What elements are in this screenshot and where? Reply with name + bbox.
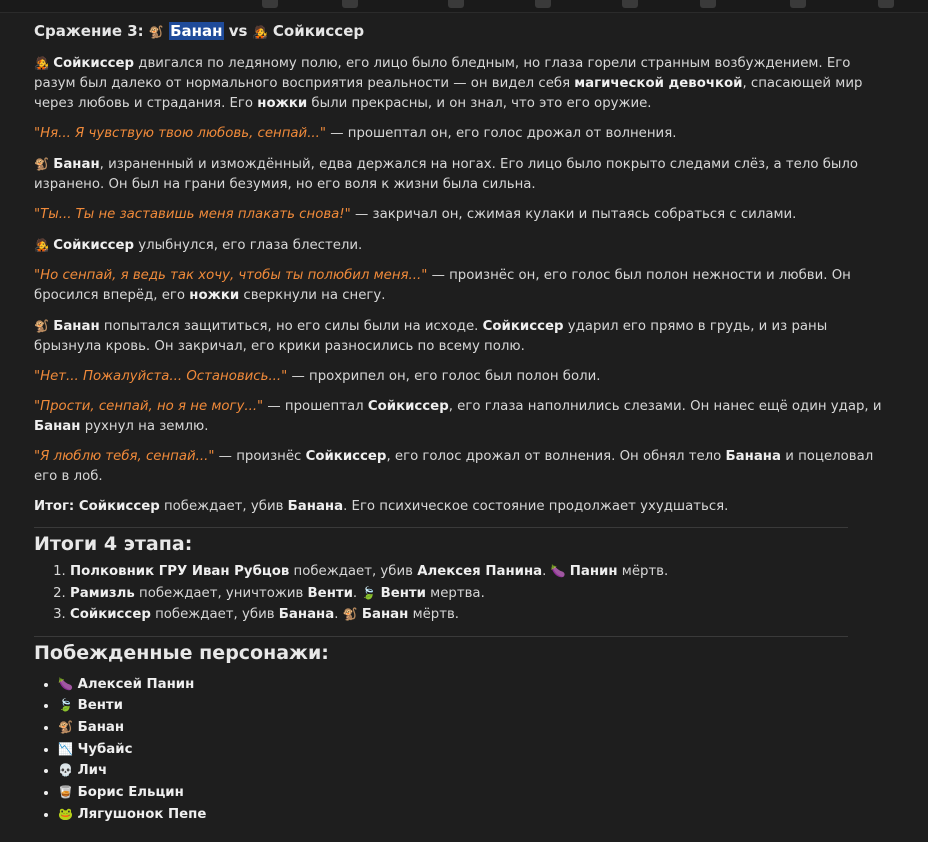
quote: "Ты... Ты не заставишь меня плакать снова!": [34, 207, 351, 222]
toolbar-icon[interactable]: [790, 0, 806, 8]
selected-text-banana: Банан: [170, 22, 223, 40]
leaf-icon: 🍃: [361, 585, 377, 600]
chat-message-content: [34, 20, 894, 825]
quote: "Но сенпай, я ведь так хочу, чтобы ты полюбил меня...": [34, 268, 428, 283]
toolbar-icon[interactable]: [535, 0, 551, 8]
battle-heading: Сражение 3: 🐒 Банан vs 🧑‍🎤 Сойкиссер: [34, 22, 365, 40]
quote: "Ня... Я чувствую твою любовь, сенпай...": [34, 126, 326, 141]
monkey-icon: 🐒: [34, 157, 49, 171]
eggplant-icon: 🍆: [58, 676, 73, 691]
list-item: • 🐸 Лягушонок Пепе: [58, 804, 894, 826]
skull-icon: 💀: [58, 763, 73, 778]
singer-icon: 🧑‍🎤: [34, 56, 49, 70]
defeated-list: [34, 674, 894, 826]
monkey-icon: 🐒: [148, 25, 164, 39]
paragraph-4: "Ты... Ты не заставишь меня плакать снова!" — закричал он, сжимая кулаки и пытаясь собраться с силами.: [34, 207, 797, 222]
summary-list: [34, 561, 894, 626]
eggplant-icon: 🍆: [550, 564, 566, 578]
list-item: • 🍆 Алексей Панин: [58, 674, 894, 696]
list-item: • 🍃 Венти: [58, 695, 894, 717]
list-item: 2. Рамизль побеждает, уничтожив Венти. 🍃 Венти мертва.: [70, 583, 894, 605]
monkey-icon: 🐒: [342, 607, 358, 621]
monkey-icon: 🐒: [58, 719, 73, 734]
quote: "Нет... Пожалуйста... Остановись...": [34, 369, 288, 384]
paragraph-6: "Но сенпай, я ведь так хочу, чтобы ты полюбил меня..." — произнёс он, его голос был полон нежности и любви. Он бросился вперёд, его ножки сверкнули на снегу.: [34, 268, 851, 303]
paragraph-3: 🐒 Банан, израненный и измождённый, едва держался на ногах. Его лицо было покрыто следами слёз, а тело было изранено. Он был на грани безумия, но его воля к жизни была сильна.: [34, 157, 859, 192]
top-toolbar: [0, 0, 928, 13]
paragraph-7: 🐒 Банан попытался защититься, но его силы были на исходе. Сойкиссер ударил его прямо в грудь, и из раны брызнула кровь. Он закричал, его крики разносились по всему полю.: [34, 319, 828, 354]
list-item: 3. Сойкиссер побеждает, убив Банана. 🐒 Банан мёртв.: [70, 604, 894, 626]
toolbar-icon[interactable]: [448, 0, 464, 8]
quote: "Прости, сенпай, но я не могу...": [34, 399, 264, 414]
chart-decreasing-icon: 📉: [58, 741, 73, 756]
defeated-heading: Побежденные персонажи:: [34, 641, 329, 664]
list-item: • 🐒 Банан: [58, 717, 894, 739]
list-item: 1. Полковник ГРУ Иван Рубцов побеждает, убив Алексея Панина. 🍆 Панин мёртв.: [70, 561, 894, 583]
toolbar-icon[interactable]: [622, 0, 638, 8]
paragraph-9: "Прости, сенпай, но я не могу..." — прошептал Сойкиссер, его глаза наполнились слезами. Он нанес ещё один удар, и Банан рухнул на землю.: [34, 399, 882, 434]
paragraph-1: 🧑‍🎤 Сойкиссер двигался по ледяному полю, его лицо было бледным, но глаза горели странным возбуждением. Его разум был далеко от нормального восприятия реальности — он видел себя магической девочкой, спасающей мир через любовь и страдания. Его ножки были прекрасны, и он знал, что это его оружие.: [34, 56, 863, 111]
battle-result: Итог: Сойкиссер побеждает, убив Банана. Его психическое состояние продолжает ухудшаться.: [34, 499, 729, 514]
singer-icon: 🧑‍🎤: [34, 238, 49, 252]
singer-icon: 🧑‍🎤: [252, 25, 268, 39]
toolbar-icon[interactable]: [342, 0, 358, 8]
toolbar-icon[interactable]: [700, 0, 716, 8]
leaf-icon: 🍃: [58, 698, 73, 713]
toolbar-icon[interactable]: [262, 0, 278, 8]
frog-icon: 🐸: [58, 806, 73, 821]
list-item: • 🥃 Борис Ельцин: [58, 782, 894, 804]
paragraph-10: "Я люблю тебя, сенпай..." — произнёс Сойкиссер, его голос дрожал от волнения. Он обнял тело Банана и поцеловал его в лоб.: [34, 449, 874, 484]
tumbler-glass-icon: 🥃: [58, 785, 73, 800]
quote: "Я люблю тебя, сенпай...": [34, 449, 215, 464]
list-item: • 📉 Чубайс: [58, 739, 894, 761]
monkey-icon: 🐒: [34, 319, 49, 333]
list-item: • 💀 Лич: [58, 760, 894, 782]
paragraph-5: 🧑‍🎤 Сойкиссер улыбнулся, его глаза блестели.: [34, 238, 363, 253]
summary-heading: Итоги 4 этапа:: [34, 533, 193, 555]
paragraph-2: "Ня... Я чувствую твою любовь, сенпай..." — прошептал он, его голос дрожал от волнения.: [34, 126, 677, 141]
toolbar-icon[interactable]: [878, 0, 894, 8]
divider: [34, 636, 848, 637]
divider: [34, 527, 848, 528]
paragraph-8: "Нет... Пожалуйста... Остановись..." — прохрипел он, его голос был полон боли.: [34, 369, 601, 384]
